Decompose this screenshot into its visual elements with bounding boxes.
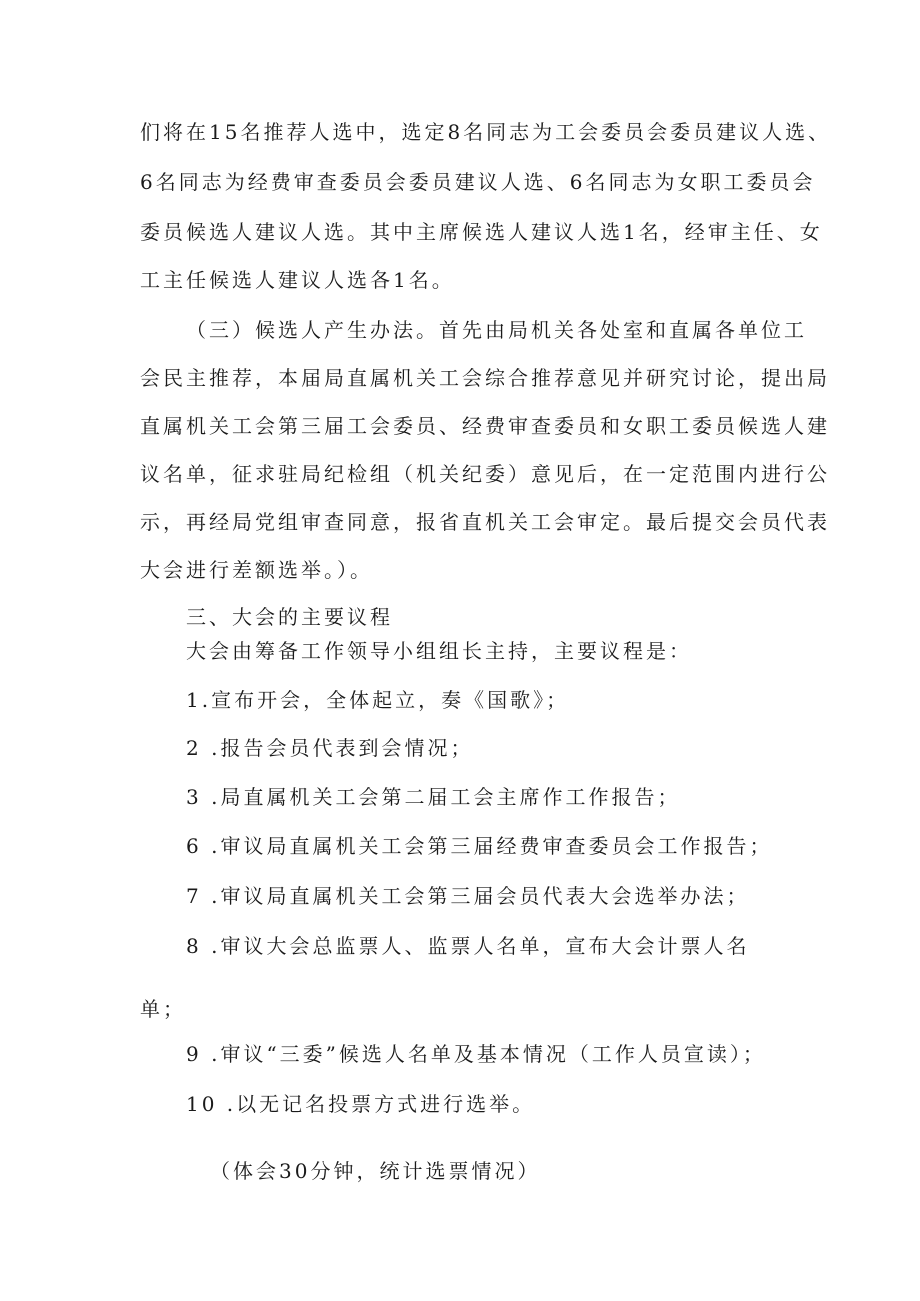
- text-line: 直属机关工会第三届工会委员、经费审查委员和女职工委员候选人建: [140, 414, 830, 438]
- agenda-intro: 大会由筹备工作领导小组组长主持，主要议程是：: [186, 639, 692, 663]
- text-line: 们将在15名推荐人选中，选定8名同志为工会委员会委员建议人选、: [140, 120, 832, 144]
- recess-note: （体会30分钟，统计选票情况）: [210, 1159, 541, 1183]
- agenda-item: 1.宣布开会，全体起立，奏《国歌》；: [186, 688, 570, 712]
- agenda-item: 2 .报告会员代表到会情况；: [186, 736, 474, 760]
- text-line: 议名单，征求驻局纪检组（机关纪委）意见后，在一定范围内进行公: [140, 462, 830, 486]
- text-line: 示，再经局党组审查同意，报省直机关工会审定。最后提交会员代表: [140, 510, 830, 534]
- agenda-item-continuation: 单；: [140, 997, 186, 1021]
- text-line: 工主任候选人建议人选各1名。: [140, 268, 455, 292]
- agenda-item: 10 .以无记名投票方式进行选举。: [186, 1092, 536, 1116]
- section-heading: 三、大会的主要议程: [186, 605, 393, 629]
- agenda-item: 6 .审议局直属机关工会第三届经费审查委员会工作报告；: [186, 834, 773, 858]
- agenda-item: 9 .审议“三委”候选人名单及基本情况（工作人员宣读）；: [186, 1042, 766, 1066]
- text-line: 6名同志为经费审查委员会委员建议人选、6名同志为女职工委员会: [140, 170, 816, 194]
- text-line: 委员候选人建议人选。其中主席候选人建议人选1名，经审主任、女: [140, 220, 823, 244]
- text-line: 大会进行差额选举。）。: [140, 558, 373, 582]
- agenda-item: 8 .审议大会总监票人、监票人名单，宣布大会计票人名: [186, 934, 750, 958]
- agenda-item: 3 .局直属机关工会第二届工会主席作工作报告；: [186, 785, 681, 809]
- text-line: 会民主推荐，本届局直属机关工会综合推荐意见并研究讨论，提出局: [140, 366, 830, 390]
- text-line: （三）候选人产生办法。首先由局机关各处室和直属各单位工: [186, 318, 807, 342]
- agenda-item: 7 .审议局直属机关工会第三届会员代表大会选举办法；: [186, 884, 750, 908]
